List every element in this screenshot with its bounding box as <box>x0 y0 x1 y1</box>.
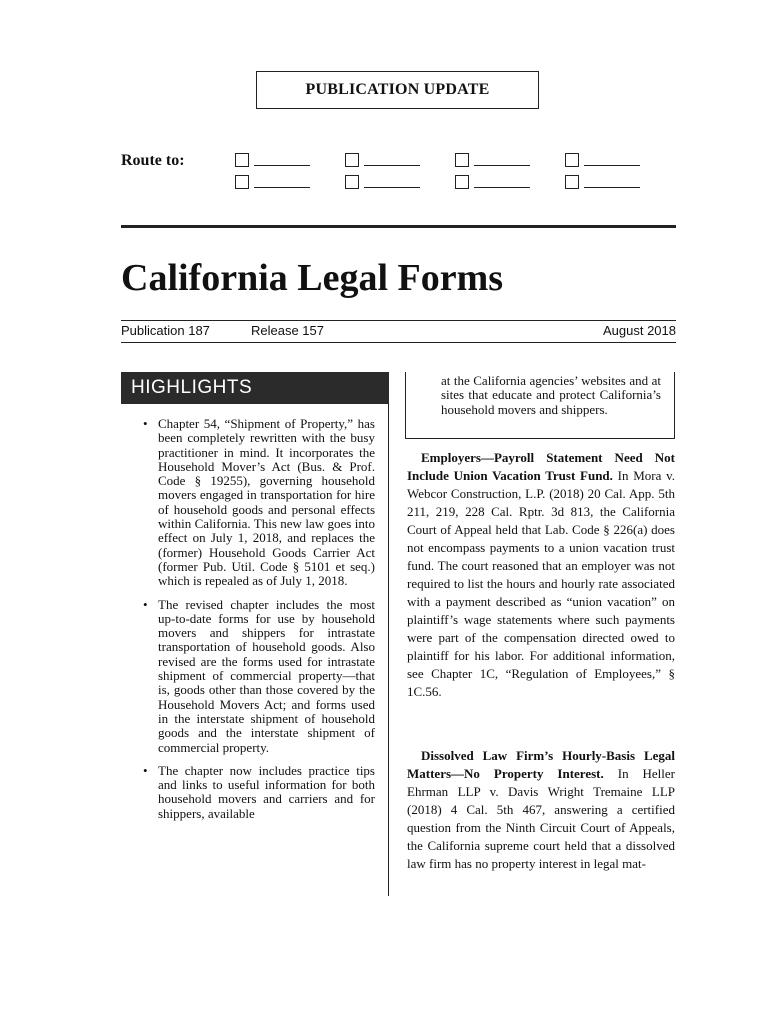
article-employers <box>407 449 675 701</box>
route-slot[interactable] <box>235 174 315 192</box>
article-heading: Dissolved Law Firm’s Hourly-Basis Legal Matters—No Property Interest. <box>407 748 675 781</box>
highlights-panel <box>121 372 389 896</box>
checkbox[interactable] <box>345 153 359 167</box>
list-item <box>143 417 375 589</box>
route-name-line <box>364 165 420 166</box>
highlights-continuation-box <box>405 372 675 439</box>
continuation-text: at the California agencies’ websites and at sites that educate and protect California’s household movers and shippers. <box>441 373 661 417</box>
highlight-text: Chapter 54, “Shipment of Property,” has been completely rewritten with the busy practitioner in mind. It incorporates the Household Mover’s Act (Bus. & Prof. Code § 19255), governing household movers engaged in transportation for hire of household goods and personal effects within California. This new law goes into effect on July 1, 2018, and replaces the (former) Household Goods Carrier Act (former Pub. Util. Code § 5101 et seq.) which is repealed as of July 1, 2018. <box>158 416 375 589</box>
route-name-line <box>364 187 420 188</box>
release-date: August 2018 <box>602 323 676 338</box>
page-title: California Legal Forms <box>121 257 504 299</box>
meta-rule <box>121 342 676 343</box>
route-slot[interactable] <box>565 174 645 192</box>
checkbox[interactable] <box>565 175 579 189</box>
checkbox[interactable] <box>235 175 249 189</box>
route-slot[interactable] <box>565 152 645 170</box>
bullet-icon: • <box>143 416 148 431</box>
checkbox[interactable] <box>345 175 359 189</box>
highlights-list <box>143 417 375 830</box>
publication-update-label: PUBLICATION UPDATE <box>305 81 490 98</box>
route-name-line <box>584 187 640 188</box>
checkbox[interactable] <box>235 153 249 167</box>
route-slot[interactable] <box>235 152 315 170</box>
route-slot[interactable] <box>345 174 425 192</box>
route-name-line <box>584 165 640 166</box>
list-item <box>143 598 375 755</box>
route-name-line <box>474 165 530 166</box>
title-bottom-rule <box>121 320 676 321</box>
route-name-line <box>474 187 530 188</box>
highlight-text: The revised chapter includes the most up-to-date forms for use by household movers and shippers for intrastate transportation of household goods. Also revised are the forms used for intrastate shipment of commercial property—that is, goods other than those covered by the Household Movers Act; and forms used in the interstate shipment of household goods and the interstate shipment of commercial property. <box>158 596 375 755</box>
checkbox[interactable] <box>455 153 469 167</box>
title-top-rule <box>121 225 676 228</box>
route-to-label: Route to: <box>121 152 185 169</box>
bullet-icon: • <box>143 762 148 778</box>
route-name-line <box>254 165 310 166</box>
route-slot[interactable] <box>455 174 535 192</box>
article-body: In Heller Ehrman LLP v. Davis Wright Tremaine LLP (2018) 4 Cal. 5th 467, answering a certified question from the Ninth Circuit Court of Appeals, the California supreme court held that a dissolved law firm has no property interest in legal mat- <box>407 766 676 871</box>
list-item <box>143 764 375 821</box>
highlight-text: The chapter now includes practice tips and links to useful information for both household movers and carriers and for shippers, available <box>158 762 375 821</box>
publication-update-box <box>256 71 539 109</box>
article-dissolved-law-firm <box>407 747 675 873</box>
bullet-icon: • <box>143 596 148 612</box>
route-slot[interactable] <box>455 152 535 170</box>
checkbox[interactable] <box>455 175 469 189</box>
checkbox[interactable] <box>565 153 579 167</box>
route-slot[interactable] <box>345 152 425 170</box>
publication-number: Publication 187 <box>121 323 210 338</box>
route-grid <box>235 152 655 194</box>
release-number: Release 157 <box>251 323 324 338</box>
highlights-heading: HIGHLIGHTS <box>121 372 389 404</box>
route-name-line <box>254 187 310 188</box>
article-heading: Employers—Payroll Statement Need Not Include Union Vacation Trust Fund. <box>407 450 675 483</box>
article-body: In Mora v. Webcor Construction, L.P. (2018) 20 Cal. App. 5th 211, 219, 228 Cal. Rptr. 3d 813, the California Court of Appeal held that Lab. Code § 226(a) does not encompass payments to a union vacation trust fund. The court reasoned that an employer was not required to list the hours and hourly rate associated with a payment described as “union vacation” on plaintiff’s wage statements where such payments were part of the compensation directed owed to plaintiff for his labor. For additional information, see Chapter 1C, “Regulation of Employees,” § 1C.56. <box>407 468 675 699</box>
